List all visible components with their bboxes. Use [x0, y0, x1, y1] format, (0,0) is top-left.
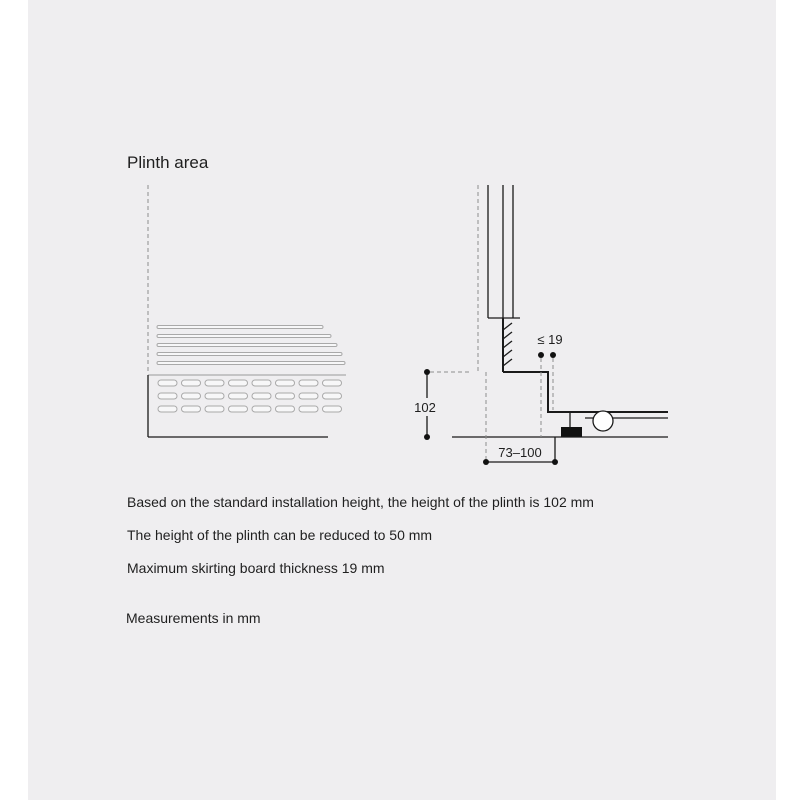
skirting-thickness-label: ≤ 19 — [537, 332, 563, 347]
castor-wheel — [593, 411, 613, 431]
grille-slot — [158, 393, 177, 399]
grille-line — [157, 326, 323, 329]
plinth-depth-label: 73–100 — [498, 445, 542, 460]
grille-slot — [299, 380, 318, 386]
plinth-height-label: 102 — [414, 400, 436, 415]
dimension-dot — [550, 352, 556, 358]
grille-slot — [323, 406, 342, 412]
grille-slot — [299, 406, 318, 412]
note-skirting-thickness: Maximum skirting board thickness 19 mm — [127, 560, 385, 576]
grille-slot — [276, 380, 295, 386]
grille-slot — [182, 380, 201, 386]
dimension-dot — [483, 459, 489, 465]
grille-slot — [229, 393, 248, 399]
adjustable-foot — [561, 427, 582, 437]
dimension-dot — [424, 369, 430, 375]
grille-slot — [299, 393, 318, 399]
grille-slot — [323, 380, 342, 386]
note-reduced-height: The height of the plinth can be reduced to 50 mm — [127, 527, 433, 543]
grille-line — [157, 353, 342, 356]
grille-slot — [229, 406, 248, 412]
dimension-dot — [538, 352, 544, 358]
grille-slot — [252, 393, 271, 399]
grille-slot — [276, 393, 295, 399]
grille-slot — [182, 393, 201, 399]
grille-line — [157, 362, 345, 365]
grille-slot — [205, 406, 224, 412]
grille-slot — [229, 380, 248, 386]
page-background — [28, 0, 776, 800]
grille-slot — [158, 380, 177, 386]
grille-line — [157, 344, 337, 347]
grille-slot — [158, 406, 177, 412]
grille-slot — [252, 380, 271, 386]
dimension-dot — [424, 434, 430, 440]
grille-slot — [252, 406, 271, 412]
grille-slot — [205, 393, 224, 399]
grille-line — [157, 335, 331, 338]
measurement-units-note: Measurements in mm — [126, 610, 261, 626]
note-standard-height: Based on the standard installation height, the height of the plinth is 102 mm — [127, 494, 594, 510]
grille-slot — [182, 406, 201, 412]
grille-slot — [276, 406, 295, 412]
grille-slot — [205, 380, 224, 386]
grille-slot — [323, 393, 342, 399]
page-title: Plinth area — [127, 153, 209, 172]
dimension-dot — [552, 459, 558, 465]
